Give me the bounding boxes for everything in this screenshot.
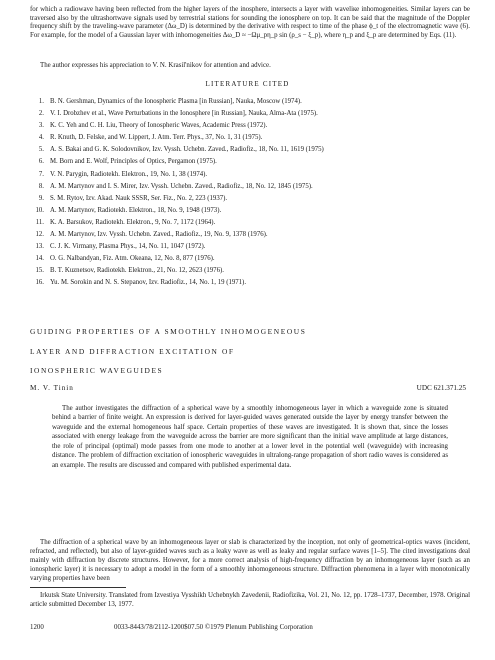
reference-number: 1.: [38, 98, 44, 105]
reference-list: [32, 96, 472, 290]
reference-text: C. J. K. Virmany, Plasma Phys., 14, No. 11, 1047 (1972).: [50, 243, 206, 251]
footnote-divider: [30, 587, 126, 588]
reference-text: K. A. Barsukov, Radiotekh. Elektron., 9, No. 7, 1172 (1964).: [50, 218, 216, 226]
acknowledgment: The author expresses his appreciation to V. N. Krasil'nikov for attention and advice.: [40, 62, 271, 69]
reference-item: [32, 241, 472, 253]
reference-text: A. S. Bakai and G. K. Solodovnikov, Izv. Vyssh. Uchebn. Zaved., Radiofiz., 18, No. 11, 1619 (1975): [50, 146, 324, 154]
article-title: [30, 322, 470, 381]
footnote-block: [30, 591, 470, 609]
abstract-block: [52, 404, 448, 470]
reference-text: S. M. Rytov, Izv. Akad. Nauk SSSR, Ser. Fiz., No. 2, 223 (1937).: [50, 194, 228, 202]
abstract: The author investigates the diffraction of a spherical wave by a smoothly inhomogeneous layer in which a waveguide zone is situated behind a barrier of finite weight. An expression is derived for layer-guided waves generated outside the layer by energy transfer between the waveguide and the external homogeneous half space. Certain properties of these waves are investigated. It is shown that, since the losses associated with energy leakage from the waveguide across the barrier are more significant than the initial wave amplitude at large distances, the role of principal (optimal) mode passes from one mode to another at a lower level in the potential well (waveguide) with increasing distance. The problem of diffraction excitation of ionospheric waveguides in ultralong-range propagation of short radio waves is considered as an example. The results are discussed and compared with published experimental data.: [52, 405, 448, 469]
body-paragraph: The diffraction of a spherical wave by an inhomogeneous layer or slab is characterized by the inception, not only of geometrical-optics waves (incident, refracted, and reflected), but also of layer-guided waves such as a leaky wave as well as leaky and regular surface waves [1–5]. The cited investigations deal mainly with diffraction by discrete structures. However, for a more correct analysis of high-frequency diffraction by an inhomogeneous layer (such as an ionospheric layer) it is necessary to adopt a model in the form of a smoothly inhomogeneous structure. Diffraction phenomena in a layer with monotonically varying properties have been: [30, 539, 470, 582]
reference-number: 7.: [38, 170, 44, 178]
reference-item: [32, 193, 472, 205]
reference-text: K. C. Yeh and C. H. Liu, Theory of Ionospheric Waves, Academic Press (1972).: [50, 122, 268, 130]
copyright-line: 0033-8443/78/2112-1200$07.50 ©1979 Plenum Publishing Corporation: [114, 624, 313, 631]
body-text-block: [30, 539, 470, 584]
intro-paragraph-block: [30, 6, 470, 40]
reference-item: [32, 132, 472, 144]
reference-number: 16.: [35, 279, 44, 287]
reference-number: 13.: [35, 243, 44, 251]
reference-text: A. M. Martynov, Radiotekh. Elektron., 18, No. 9, 1948 (1973).: [50, 206, 222, 214]
reference-number: 8.: [38, 182, 44, 190]
footnote: Irkutsk State University. Translated from Izvestiya Vysshikh Uchebnykh Zavedenii, Radiofizika, Vol. 21, No. 12, pp. 1728–1737, December, 1978. Original article submitted December 13, 1977.: [30, 592, 470, 608]
acknowledgment-block: [30, 62, 470, 71]
reference-number: 2.: [38, 110, 44, 118]
reference-item: [32, 229, 472, 241]
reference-number: 10.: [35, 206, 44, 214]
literature-cited-heading: LITERATURE CITED: [205, 80, 290, 88]
udc-code: UDC 621.371.25: [416, 384, 466, 392]
intro-paragraph: for which a radiowave having been reflected from the higher layers of the inosphere, intersects a layer with waveliке inhomogeneities. Similar layers can be traversed also by the ultrashortwave signals used by terrestrial stations for sounding the ionosphere on top. It can be said that the magnitude of the Doppler frequency shift by the traveling-wave parameter (Δω_D) is determined by the derivative with respect to time of the phase ϕ_t of the electromagnetic wave (6). For example, for the model of a Gaussian layer with inhomogeneities Δω_D ≈ −Ωμ_pη_p sin (ρ_s − ξ_p), where η_p and ξ_p are determined by Eqs. (11).: [30, 6, 470, 39]
reference-number: 3.: [38, 122, 44, 130]
reference-item: [32, 156, 472, 168]
reference-item: [32, 120, 472, 132]
article-title-line: IONOSPHERIC WAVEGUIDES: [30, 366, 164, 375]
reference-number: 11.: [35, 218, 44, 226]
reference-text: A. M. Martynov, Izv. Vyssh. Uchebn. Zaved., Radiofiz., 19, No. 9, 1378 (1976).: [50, 231, 268, 239]
reference-text: A. M. Martynov and I. S. Mirer, Izv. Vyssh. Uchebn. Zaved., Radiofiz., 18, No. 12, 1845 (1975).: [50, 182, 313, 190]
reference-number: 14.: [35, 255, 44, 263]
reference-item: [32, 217, 472, 229]
reference-text: M. Born and E. Wolf, Principles of Optics, Pergamon (1975).: [50, 158, 217, 166]
reference-item: [32, 144, 472, 156]
article-title-line: LAYER AND DIFFRACTION EXCITATION OF: [30, 346, 235, 356]
reference-text: V. N. Parygin, Radiotekh. Elektron., 19, No. 1, 38 (1974).: [50, 170, 208, 178]
reference-text: O. G. Nalbandyan, Fiz. Atm. Okeana, 12, No. 8, 877 (1976).: [50, 255, 215, 263]
reference-number: 6.: [38, 158, 44, 166]
reference-number: 9.: [38, 194, 44, 202]
reference-item: [32, 277, 472, 289]
reference-text: V. I. Drobzhev et al., Wave Perturbations in the Ionosphere [in Russian], Nauka, Alma-Ata (1975).: [50, 110, 318, 118]
page-number: 1200: [30, 624, 44, 631]
reference-text: B. T. Kuznetsov, Radiotekh. Elektron., 21, No. 12, 2623 (1976).: [50, 267, 224, 275]
reference-item: [32, 205, 472, 217]
reference-number: 12.: [35, 231, 44, 239]
reference-item: [32, 169, 472, 181]
author-name: M. V. Tinin: [30, 384, 74, 392]
article-title-line: GUIDING PROPERTIES OF A SMOOTHLY INHOMOGENEOUS: [30, 327, 307, 336]
reference-number: 4.: [38, 134, 44, 142]
reference-number: 15.: [35, 267, 44, 275]
reference-item: [32, 96, 472, 108]
reference-number: 5.: [38, 146, 44, 154]
reference-item: [32, 265, 472, 277]
reference-text: R. Knuth, D. Felske, and W. Lippert, J. Atm. Terr. Phys., 37, No. 1, 31 (1975).: [50, 134, 263, 142]
reference-item: [32, 108, 472, 120]
reference-item: [32, 181, 472, 193]
reference-text: B. N. Gershman, Dynamics of the Ionospheric Plasma [in Russian], Nauka, Moscow (1974).: [50, 98, 302, 105]
reference-text: Yu. M. Sorokin and N. S. Stepanov, Izv. Radiofiz., 14, No. 1, 19 (1971).: [50, 279, 247, 287]
reference-item: [32, 253, 472, 265]
